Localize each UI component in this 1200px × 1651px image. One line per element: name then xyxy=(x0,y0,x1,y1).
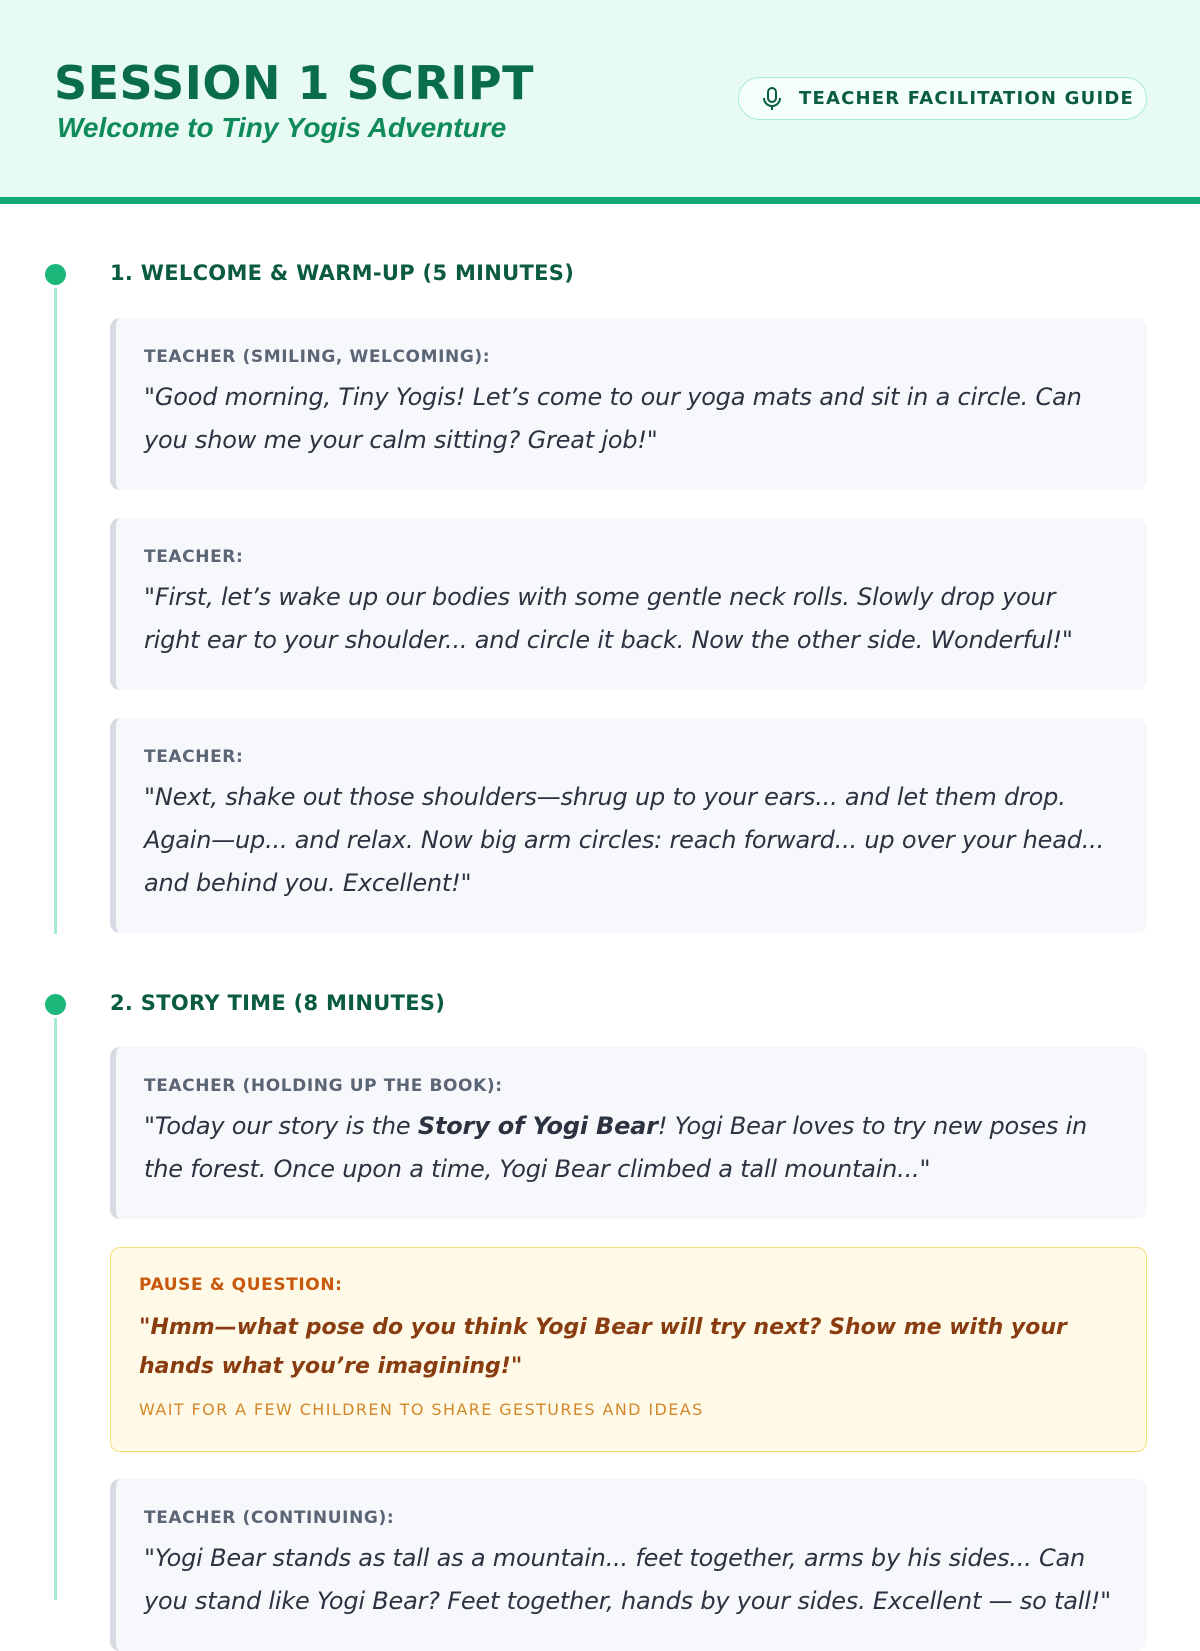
script-card xyxy=(110,1479,1147,1651)
page-title: SESSION 1 SCRIPT xyxy=(54,56,535,110)
script-card xyxy=(110,1047,1147,1219)
pause-question: "Hmm—what pose do you think Yogi Bear will try next? Show me with your hands what you’re imagining!" xyxy=(139,1315,1067,1379)
book-title: Story of Yogi Bear xyxy=(417,1112,658,1140)
script-text: ! Yogi Bear loves to try new poses in the forest. Once upon a time, Yogi Bear climbed a tall mountain..." xyxy=(144,1112,1088,1183)
script-card xyxy=(110,718,1147,933)
script-line: "Yogi Bear stands as tall as a mountain... feet together, arms by his sides... Can you stand like Yogi Bear? Feet together, hands by your sides. Excellent — so tall!" xyxy=(144,1544,1111,1615)
timeline-line xyxy=(54,1018,57,1600)
page-header xyxy=(0,0,1200,204)
timeline-line xyxy=(54,288,57,934)
speaker-label: TEACHER (HOLDING UP THE BOOK): xyxy=(144,1076,503,1096)
timeline-dot xyxy=(45,264,66,285)
speaker-label: TEACHER: xyxy=(144,547,244,567)
pause-question-card xyxy=(110,1247,1147,1452)
script-card xyxy=(110,518,1147,690)
pause-label: PAUSE & QUESTION: xyxy=(139,1275,343,1295)
script-text: "Today our story is the xyxy=(144,1112,418,1140)
teacher-guide-badge[interactable] xyxy=(738,77,1147,120)
teacher-guide-label: TEACHER FACILITATION GUIDE xyxy=(799,88,1134,109)
script-card xyxy=(110,318,1147,490)
pause-note: WAIT FOR A FEW CHILDREN TO SHARE GESTURES AND IDEAS xyxy=(139,1400,704,1419)
script-line: "First, let’s wake up our bodies with some gentle neck rolls. Slowly drop your right ear to your shoulder... and circle it back. Now the other side. Wonderful!" xyxy=(144,583,1073,654)
section-title: 1. WELCOME & WARM-UP (5 MINUTES) xyxy=(110,261,575,285)
timeline-dot xyxy=(45,994,66,1015)
speaker-label: TEACHER: xyxy=(144,747,244,767)
microphone-icon xyxy=(761,86,783,112)
speaker-label: TEACHER (CONTINUING): xyxy=(144,1508,395,1528)
script-line: "Next, shake out those shoulders—shrug up to your ears... and let them drop. Again—up... and relax. Now big arm circles: reach forward... up over your head... and behind you. Excellent!" xyxy=(144,783,1105,897)
section-title: 2. STORY TIME (8 MINUTES) xyxy=(110,991,446,1015)
script-line: "Good morning, Tiny Yogis! Let’s come to our yoga mats and sit in a circle. Can you show me your calm sitting? Great job!" xyxy=(144,383,1082,454)
page-subtitle: Welcome to Tiny Yogis Adventure xyxy=(57,112,507,143)
script-line xyxy=(144,1105,1117,1191)
speaker-label: TEACHER (SMILING, WELCOMING): xyxy=(144,347,491,367)
